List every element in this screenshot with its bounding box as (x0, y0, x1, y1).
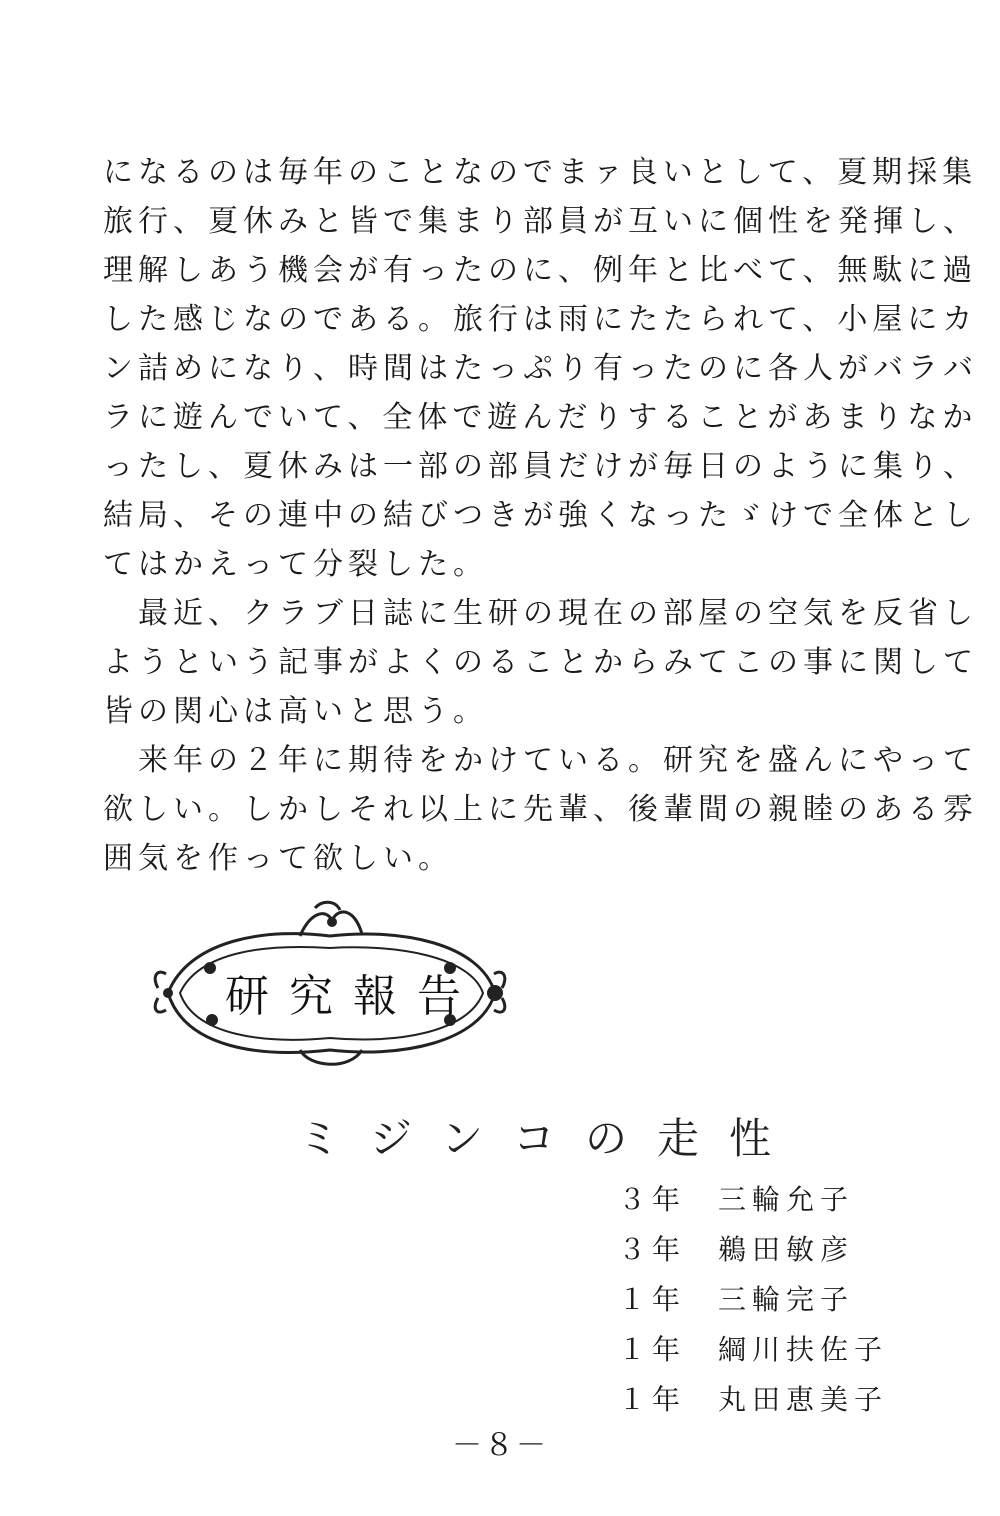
author-grade: ３年 (618, 1233, 687, 1266)
body-line: した感じなのである。旅行は雨にたたられて、小屋にカ (103, 302, 978, 337)
page-number: －８－ (452, 1428, 548, 1463)
body-line: ラに遊んでいて、全体で遊んだりすることがあまりなか (103, 400, 978, 435)
body-line: 最近、クラブ日誌に生研の現在の部屋の空気を反省し (103, 596, 978, 631)
author-row (618, 1175, 948, 1225)
author-name: 三輪允子 (718, 1183, 855, 1216)
body-line: 欲しい。しかしそれ以上に先輩、後輩間の親睦のある雰 (103, 792, 978, 827)
section-title: 研究報告 (225, 971, 481, 1022)
article-title: ミジンコの走性 (298, 1114, 801, 1163)
author-row (618, 1325, 948, 1375)
author-name: 丸田恵美子 (718, 1383, 889, 1416)
body-line: 旅行、夏休みと皆で集まり部員が互いに個性を発揮し、 (103, 204, 978, 239)
author-grade: １年 (618, 1333, 687, 1366)
author-grade: １年 (618, 1383, 687, 1416)
author-row (618, 1275, 948, 1325)
author-name: 綱川扶佐子 (718, 1333, 889, 1366)
author-row (618, 1375, 948, 1425)
author-row (618, 1225, 948, 1275)
body-line: ようという記事がよくのることからみてこの事に関して (103, 645, 978, 680)
body-line: ン詰めになり、時間はたっぷり有ったのに各人がバラバ (103, 351, 978, 386)
body-line: てはかえって分裂した。 (103, 547, 488, 582)
author-name: 三輪完子 (718, 1283, 855, 1316)
body-line: 来年の２年に期待をかけている。研究を盛んにやって (103, 743, 978, 778)
body-line: 囲気を作って欲しい。 (103, 841, 453, 876)
body-line: 結局、その連中の結びつきが強くなったゞけで全体とし (103, 498, 978, 533)
body-text (103, 148, 978, 883)
author-name: 鵜田敏彦 (718, 1233, 855, 1266)
author-grade: ３年 (618, 1183, 687, 1216)
body-line: 皆の関心は高いと思う。 (103, 694, 488, 729)
author-grade: １年 (618, 1283, 687, 1316)
body-line: 理解しあう機会が有ったのに、例年と比べて、無駄に過 (103, 253, 978, 288)
body-line: ったし、夏休みは一部の部員だけが毎日のように集り、 (103, 449, 978, 484)
author-list (618, 1175, 948, 1425)
body-line: になるのは毎年のことなのでまァ良いとして、夏期採集 (103, 155, 978, 190)
